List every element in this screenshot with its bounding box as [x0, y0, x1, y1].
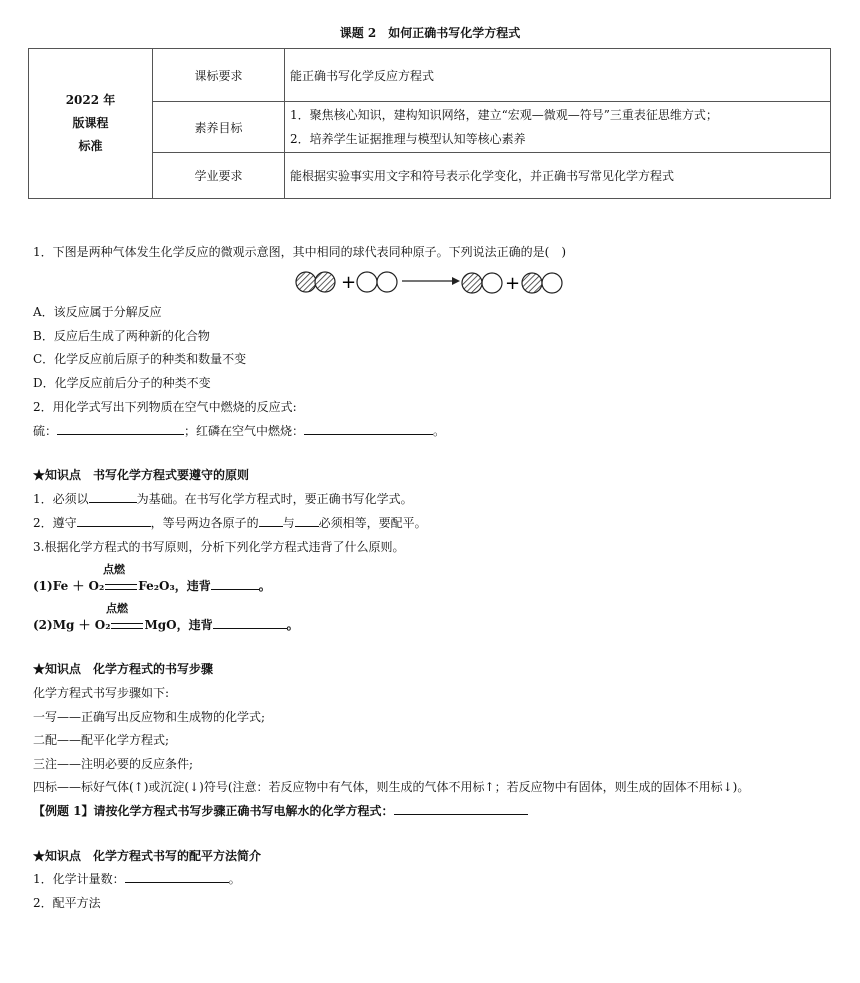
row-label: 素养目标: [153, 102, 285, 153]
equation-1: (1)Fe ＋ O₂ Fe₂O₃，违背 。: [33, 579, 271, 593]
molecule-reaction-diagram: [292, 268, 567, 298]
equals-sign: [111, 623, 143, 629]
kp3-line-1: 1．化学计量数： 。: [33, 872, 241, 886]
table-row: [29, 49, 831, 102]
sulfur-answer-blank[interactable]: [57, 422, 184, 435]
kp2-step-line: 一写——正确写出反应物和生成物的化学式;: [33, 710, 266, 724]
basis-blank[interactable]: [89, 490, 137, 503]
eq1-violation-blank[interactable]: [211, 577, 259, 590]
atom-count-blank[interactable]: [295, 514, 319, 527]
phosphorus-answer-blank[interactable]: [304, 422, 433, 435]
svg-text:+: +: [341, 272, 357, 293]
q1-option: A．该反应属于分解反应: [33, 305, 162, 319]
q1-option: D．化学反应前后分子的种类不变: [33, 376, 211, 390]
row-content: 1．聚焦核心知识，建构知识网络，建立“宏观—微观—符号”三重表征思维方式； 2．培养学生证据推理与模型认知等核心素养: [285, 102, 831, 153]
reaction-condition-2: 点燃: [106, 602, 128, 615]
page-title: 课题 2 如何正确书写化学方程式: [339, 26, 521, 40]
kp1-line-3: 3.根据化学方程式的书写原则，分析下列化学方程式违背了什么原则。: [33, 540, 405, 554]
q1-option: C．化学反应前后原子的种类和数量不变: [33, 352, 247, 366]
curriculum-standard-table: [28, 48, 831, 199]
coefficient-blank[interactable]: [125, 870, 229, 883]
kp1-line-2: 2．遵守 ，等号两边各原子的 与 必须相等，要配平。: [33, 516, 427, 530]
reaction-condition-1: 点燃: [103, 563, 125, 576]
kp2-step-line: 三注——注明必要的反应条件;: [33, 757, 194, 771]
row-label: 学业要求: [153, 153, 285, 199]
kp2-step-line: 化学方程式书写步骤如下:: [33, 686, 170, 700]
svg-text:+: +: [505, 273, 521, 294]
q1-option: B．反应后生成了两种新的化合物: [33, 329, 210, 343]
atom-type-blank[interactable]: [259, 514, 283, 527]
equals-sign: [105, 584, 137, 590]
example-answer-blank[interactable]: [394, 802, 528, 815]
kp2-step-line: 二配——配平化学方程式;: [33, 733, 170, 747]
kp3-heading: ★知识点 化学方程式书写的配平方法简介: [33, 849, 262, 863]
example-1: 【例题 1】请按化学方程式书写步骤正确书写电解水的化学方程式：: [33, 802, 528, 819]
q1-stem: 1．下图是两种气体发生化学反应的微观示意图，其中相同的球代表同种原子。下列说法正确的是( ): [33, 245, 567, 259]
kp1-heading: ★知识点 书写化学方程式要遵守的原则: [33, 468, 250, 482]
q2-stem: 2．用化学式写出下列物质在空气中燃烧的反应式:: [33, 400, 297, 414]
eq2-violation-blank[interactable]: [213, 616, 287, 629]
equation-2: (2)Mg ＋ O₂ MgO，违背 。: [33, 618, 299, 632]
kp2-step-line: 四标——标好气体(↑)或沉淀(↓)符号(注意：若反应物中有气体，则生成的气体不用标↑；若反应物中有固体，则生成的固体不用标↓)。: [33, 780, 750, 794]
q2-answer-line: 硫： ；红磷在空气中燃烧： 。: [33, 424, 446, 438]
row-content: 能正确书写化学反应方程式: [285, 49, 831, 102]
kp3-line-2: 2．配平方法: [33, 896, 101, 910]
kp1-line-1: 1．必须以 为基础。在书写化学方程式时，要正确书写化学式。: [33, 492, 413, 506]
law-blank[interactable]: [77, 514, 151, 527]
row-content: 能根据实验事实用文字和符号表示化学变化，并正确书写常见化学方程式: [285, 153, 831, 199]
standard-group-label: 2022 年 版课程 标准: [29, 49, 153, 199]
row-label: 课标要求: [153, 49, 285, 102]
kp2-heading: ★知识点 化学方程式的书写步骤: [33, 662, 214, 676]
